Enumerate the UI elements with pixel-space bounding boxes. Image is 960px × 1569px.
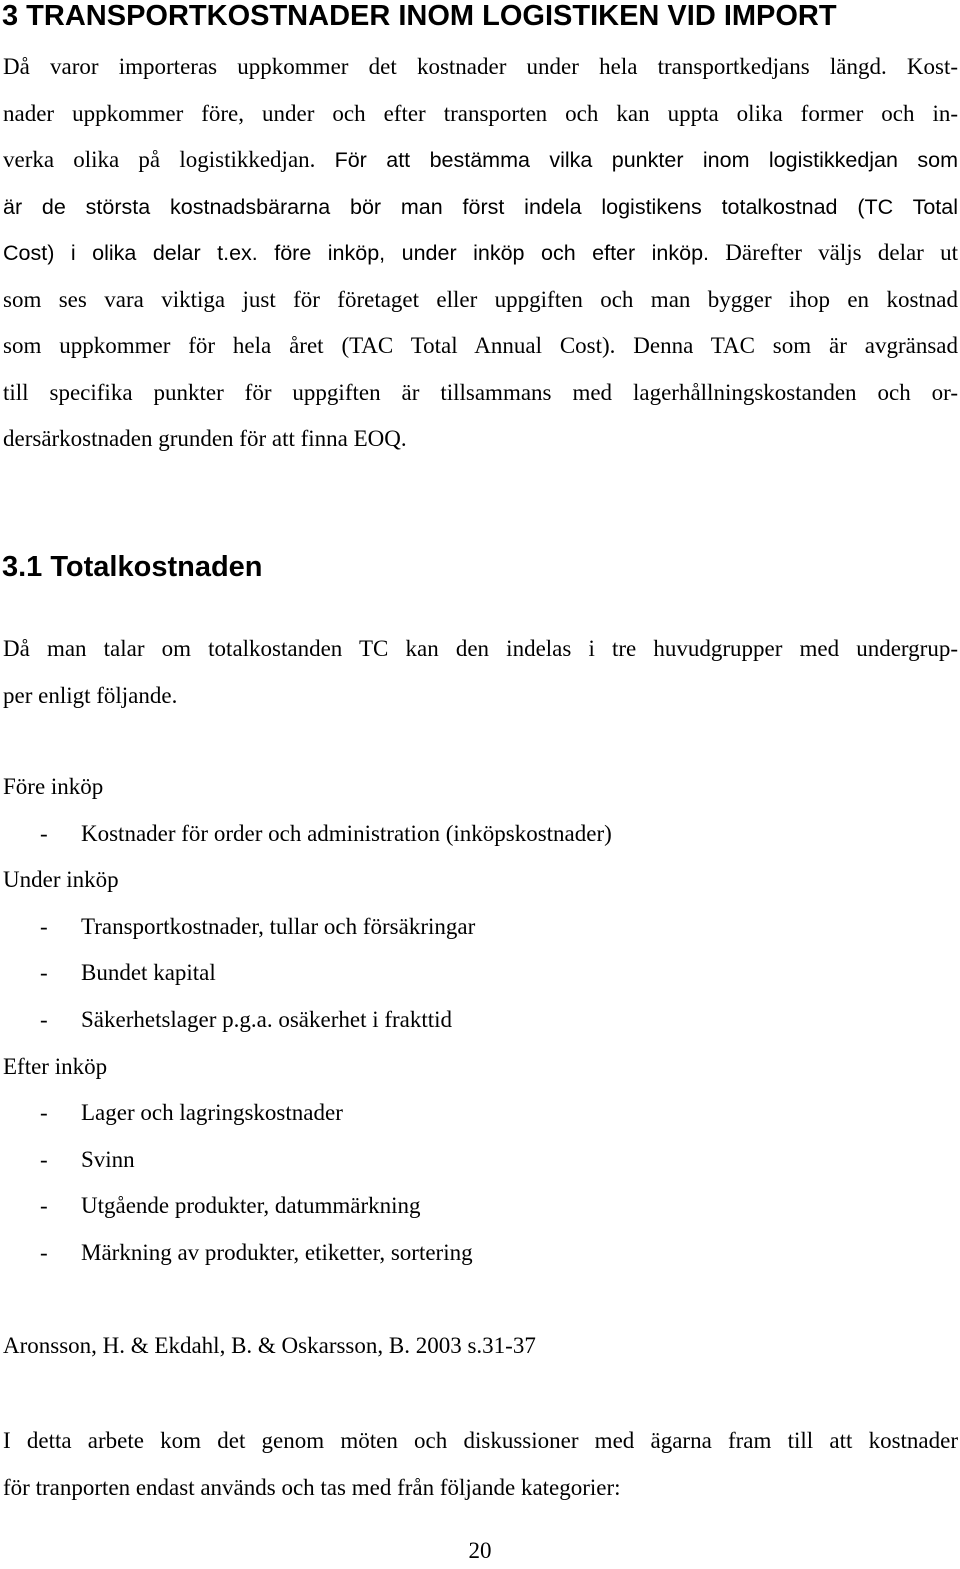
list-item-text: Svinn [81, 1146, 135, 1172]
tc-intro-line: Då man talar om totalkostanden TC kan den indelas i tre huvudgrupper med undergrup- [3, 636, 958, 661]
intro-line [3, 137, 958, 184]
list-item [3, 811, 958, 858]
tc-intro-line: per enligt följande. [3, 682, 178, 708]
category-title: Under inköp [3, 867, 119, 893]
intro-line: dersärkostnaden grunden för att finna EOQ. [3, 426, 407, 451]
list-dash: - [40, 1100, 48, 1126]
list-dash: - [40, 820, 48, 846]
list-item-text: Säkerhetslager p.g.a. osäkerhet i frakttid [81, 1006, 453, 1032]
intro-line-part: som uppkommer för hela året (TAC Total Annual Cost). [3, 333, 616, 358]
intro-line-part: Denna TAC som är avgränsad [633, 333, 958, 358]
list-item [3, 1230, 958, 1277]
list-dash: - [40, 1146, 48, 1172]
cost-category-list [3, 764, 958, 1277]
list-item-text: Märkning av produkter, etiketter, sortering [81, 1239, 473, 1265]
list-item [3, 904, 958, 951]
final-line: för tranporten endast används och tas med från följande kategorier: [3, 1474, 621, 1500]
list-dash: - [40, 1193, 48, 1219]
list-item-text: Kostnader för order och administration (inköpskostnader) [81, 820, 612, 846]
list-item-text: Lager och lagringskostnader [81, 1100, 343, 1126]
intro-line-part: Cost) i olika delar t.ex. före inköp, under inköp och efter inköp. [3, 241, 710, 265]
list-dash: - [40, 960, 48, 986]
intro-line: till specifika punkter för uppgiften är tillsammans med lagerhållningskostanden och or- [3, 379, 958, 405]
intro-paragraph [3, 44, 958, 463]
list-item [3, 950, 958, 997]
section-heading: 3.1 Totalkostnaden [2, 551, 263, 583]
list-item-text: Transportkostnader, tullar och försäkringar [81, 913, 476, 939]
intro-line [3, 230, 958, 277]
intro-line: som ses vara viktiga just för företaget eller uppgiften och man bygger ihop en kostnad [3, 286, 958, 312]
list-item [3, 1183, 958, 1230]
intro-line [3, 323, 958, 370]
source-citation: Aronsson, H. & Ekdahl, B. & Oskarsson, B. 2003 s.31-37 [3, 1333, 536, 1358]
list-dash: - [40, 1006, 48, 1032]
final-line: I detta arbete kom det genom möten och diskussioner med ägarna fram till att kostnader [3, 1428, 958, 1453]
tc-intro-paragraph [3, 626, 958, 719]
page-number: 20 [468, 1538, 492, 1563]
list-item-text: Utgående produkter, datummärkning [81, 1193, 421, 1219]
intro-line: nader uppkommer före, under och efter transporten och kan uppta olika former och in- [3, 100, 958, 126]
list-item [3, 997, 958, 1044]
intro-line-part: verka olika på logistikkedjan. [3, 147, 316, 172]
intro-line: är de största kostnadsbärarna bör man först indela logistikens totalkostnad (TC Total [3, 194, 958, 219]
intro-line-part: För att bestämma vilka punkter inom logistikkedjan som [334, 148, 958, 172]
list-item [3, 1090, 958, 1137]
category-title: Före inköp [3, 774, 104, 799]
list-dash: - [40, 913, 48, 939]
final-paragraph [3, 1418, 958, 1511]
intro-line: Då varor importeras uppkommer det kostnader under hela transportkedjans längd. Kost- [3, 54, 958, 79]
list-item-text: Bundet kapital [81, 960, 216, 986]
list-dash: - [40, 1239, 48, 1265]
category-title: Efter inköp [3, 1053, 108, 1079]
chapter-heading: 3 TRANSPORTKOSTNADER INOM LOGISTIKEN VID IMPORT [2, 0, 837, 32]
intro-line-part: Därefter väljs delar ut [725, 240, 958, 265]
list-item [3, 1137, 958, 1184]
